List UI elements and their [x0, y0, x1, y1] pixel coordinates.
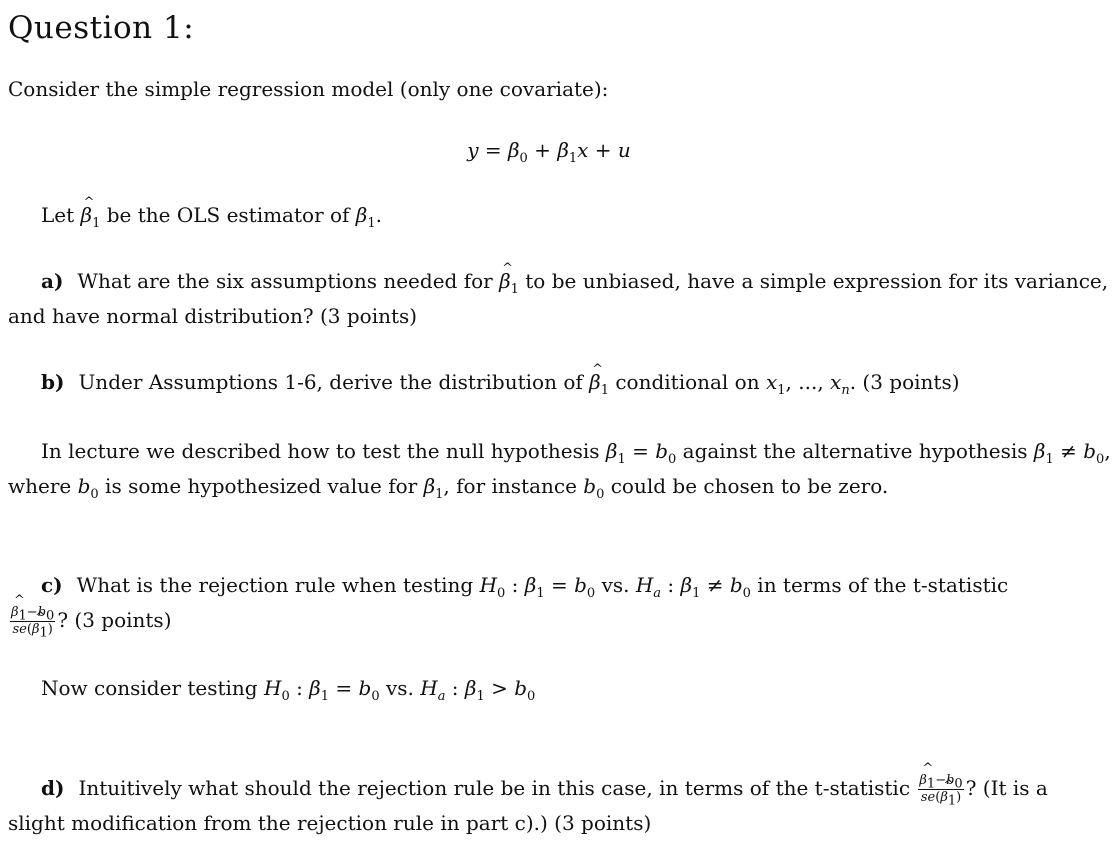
part-b-label: b)	[41, 370, 65, 394]
part-c-line1: c) What is the rejection rule when testing $H_0$ : $\beta_1 = b_0$ vs. $H_a$ : $\beta_1 \ne b_0$ in terms of the t-statistic	[41, 573, 1009, 601]
part-b-line: b) Under Assumptions 1-6, derive the distribution of ^ $\beta_1$ conditional on $x_1$, ..., $x_n$. (3 points)	[8, 365, 1115, 399]
part-d-label: d)	[41, 776, 65, 800]
part-d-line2: slight modification from the rejection rule in part c).) (3 points)	[8, 811, 652, 835]
now-consider-line: Now consider testing $H_0$ : $\beta_1 = b_0$ vs. $H_a$ : $\beta_1 > b_0$	[41, 676, 536, 704]
lecture-line1: In lecture we described how to test the null hypothesis $\beta_1 = b_0$ against the alternative hypothesis $\beta_1 \ne b_0$,	[41, 439, 1111, 467]
intro-sentence: Consider the simple regression model (only one covariate):	[8, 77, 609, 101]
part-c-line2: ^ $\frac{\beta_1-b_0}{se(\^{} \beta_1)}$ ? (3 points)	[8, 603, 1082, 637]
t-statistic-fraction: ^ $\frac{\beta_1-b_0}{se(\^{} \beta_1)}$	[10, 606, 55, 637]
part-c-label: c)	[41, 573, 63, 597]
intro-text	[8, 72, 1082, 106]
let-statement: Let ^ $\beta_1$ be the OLS estimator of $\beta_1$.	[8, 198, 1115, 232]
part-d-line1: d) Intuitively what should the rejection rule be in this case, in terms of the t-statistic ^ $\frac{\beta_1-b_0}{se(\^{} \beta_1)}$ ? (It is a	[8, 771, 1115, 805]
part-a-label: a)	[41, 269, 64, 293]
t-statistic-fraction-d: ^ $\frac{\beta_1-b_0}{se(\^{} \beta_1)}$	[918, 774, 963, 805]
regression-equation: $y = \beta_0 + \beta_1x + u$	[467, 138, 631, 166]
part-a-line2: and have normal distribution? (3 points)	[8, 304, 418, 328]
question-title: Question 1:	[8, 10, 195, 46]
equation-text: y	[467, 138, 479, 162]
part-a-line1: a) What are the six assumptions needed for ^ $\beta_1$ to be unbiased, have a simple expression for its variance,	[8, 264, 1115, 298]
lecture-line2: where $b_0$ is some hypothesized value for $\beta_1$, for instance $b_0$ could be chosen to be zero.	[8, 474, 889, 502]
